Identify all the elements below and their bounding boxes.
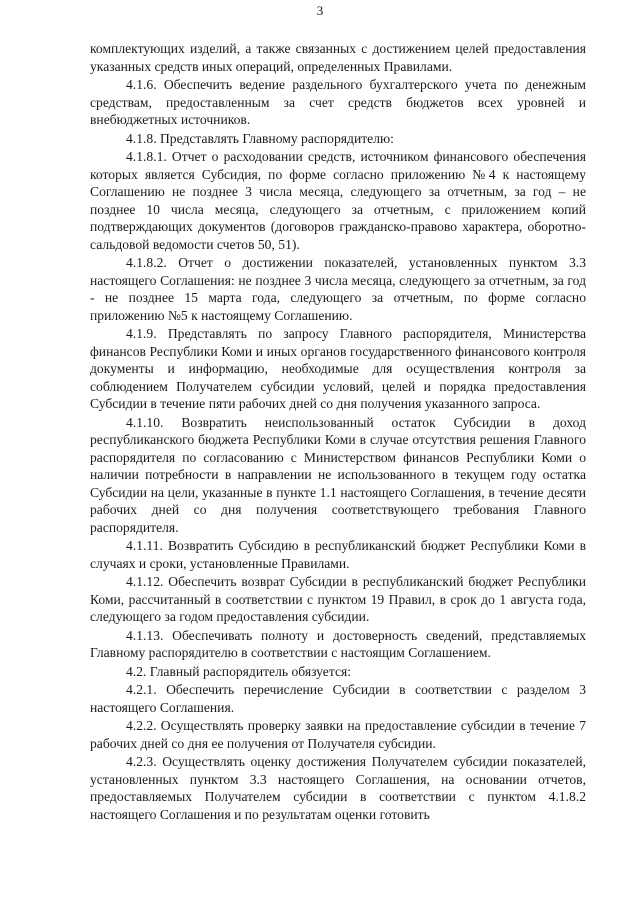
document-body xyxy=(90,40,586,824)
paragraph-4-1-8-1: 4.1.8.1. Отчет о расходовании средств, источником финансового обеспечения которых является Субсидия, по форме согласно приложению №4 к настоящему Соглашению не позднее 3 числа месяца, следующего за отчетным, за год – не позднее 10 числа месяца, следующего за отчетным, с приложением копий подтверждающих документов (договоров гражданско-правово характера, оборотно-сальдовой ведомости счетов 50, 51). xyxy=(90,149,586,252)
paragraph-4-1-11: 4.1.11. Возвратить Субсидию в республиканский бюджет Республики Коми в случаях и сроки, установленные Правилами. xyxy=(90,538,586,571)
paragraph-4-1-10: 4.1.10. Возвратить неиспользованный остаток Субсидии в доход республиканского бюджета Республики Коми в случае отсутствия решения Главного распорядителя по согласованию с Министерством финансов Республики Коми о наличии потребности в направлении не использованного в текущем году остатка Субсидии на цели, указанные в пункте 1.1 настоящего Соглашения, в течение десяти рабочих дней со дня получения соответствующего требования Главного распорядителя. xyxy=(90,414,586,535)
paragraph-4-2-2: 4.2.2. Осуществлять проверку заявки на предоставление субсидии в течение 7 рабочих дней со дня ее получения от Получателя субсидии. xyxy=(90,718,586,751)
paragraph-4-1-8-2: 4.1.8.2. Отчет о достижении показателей, установленных пунктом 3.3 настоящего Соглашения: не позднее 3 числа месяца, следующего за отчетным, за год - не позднее 15 марта года, следующего за отчетным, по форме согласно приложению №5 к настоящему Соглашению. xyxy=(90,255,586,323)
page-number: 3 xyxy=(316,3,324,18)
paragraph-4-2-1: 4.2.1. Обеспечить перечисление Субсидии в соответствии с разделом 3 настоящего Соглашения. xyxy=(90,682,586,715)
paragraph-4-2-3: 4.2.3. Осуществлять оценку достижения Получателем субсидии показателей, установленных пунктом 3.3 настоящего Соглашения, на основании отчетов, предоставляемых Получателем субсидии в соответствии с пунктом 4.1.8.2 настоящего Соглашения и по результатам оценки готовить xyxy=(90,754,586,822)
paragraph-4-1-6: 4.1.6. Обеспечить ведение раздельного бухгалтерского учета по денежным средствам, предоставленным за счет средств бюджетов всех уровней и внебюджетных источников. xyxy=(90,77,586,127)
paragraph-4-2: 4.2. Главный распорядитель обязуется: xyxy=(126,663,352,679)
paragraph-4-1-8: 4.1.8. Представлять Главному распорядителю: xyxy=(126,130,394,146)
paragraph-4-1-13: 4.1.13. Обеспечивать полноту и достоверность сведений, представляемых Главному распорядителю в соответствии с настоящим Соглашением. xyxy=(90,627,586,660)
paragraph-4-1-9: 4.1.9. Представлять по запросу Главного распорядителя, Министерства финансов Республики Коми и иных органов государственного финансового контроля документы и информацию, необходимые для осуществления контроля за соблюдением Получателем субсидии условий, целей и порядка предоставления Субсидии в течение пяти рабочих дней со дня получения указанного запроса. xyxy=(90,326,586,411)
paragraph-4-1-12: 4.1.12. Обеспечить возврат Субсидии в республиканский бюджет Республики Коми, рассчитанный в соответствии с пунктом 19 Правил, в срок до 1 августа года, следующего за годом предоставления субсидии. xyxy=(90,574,586,624)
paragraph-1: комплектующих изделий, а также связанных с достижением целей предоставления указанных средств иных операций, определенных Правилами. xyxy=(90,41,586,74)
